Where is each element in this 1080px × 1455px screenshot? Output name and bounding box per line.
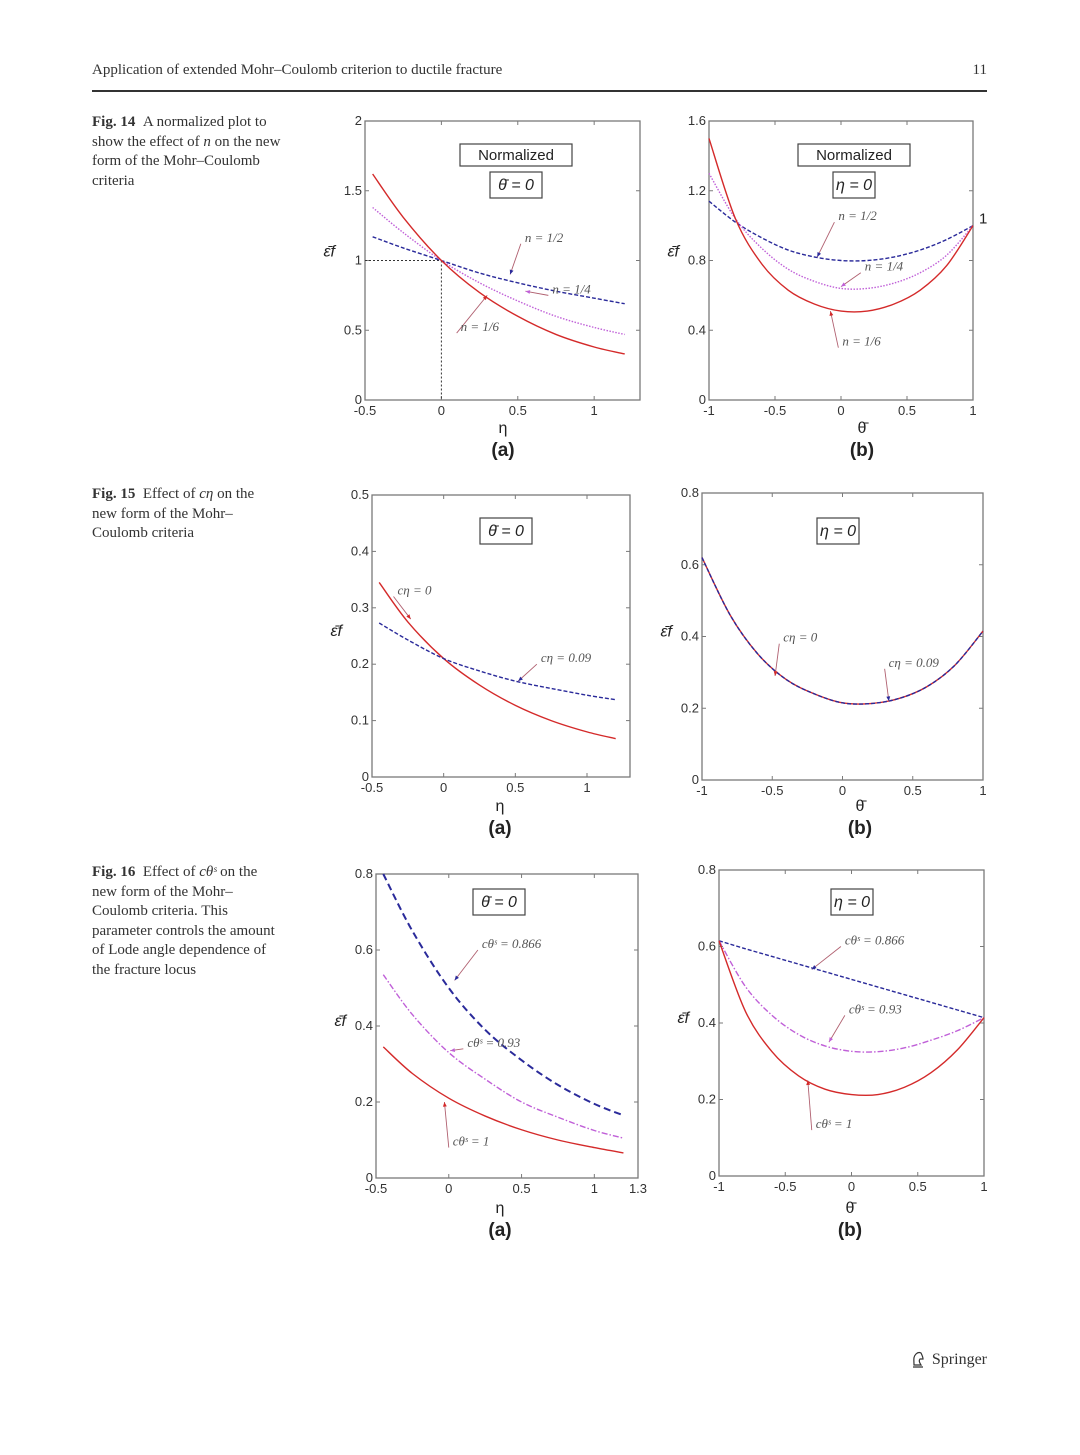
annotation-label: cθˢ = 0.93 <box>467 1034 521 1050</box>
x-tick-label: -0.5 <box>763 403 787 418</box>
x-tick-label: 1 <box>969 403 977 418</box>
y-tick-label: 2 <box>354 113 362 128</box>
x-axis-label: θ̄ <box>855 798 865 815</box>
panel-label: (b) <box>837 1220 863 1241</box>
y-tick-label: 1.2 <box>687 182 706 198</box>
x-tick-label: 1 <box>590 403 598 418</box>
y-tick-label: 0 <box>365 1170 373 1185</box>
annotation-label: n = 1/6 <box>842 333 881 349</box>
annotation-label: cη = 0 <box>783 629 818 645</box>
y-tick-label: 0.4 <box>354 1018 373 1033</box>
x-tick-label: 0 <box>440 780 448 795</box>
x-tick-label: -0.5 <box>364 1181 388 1196</box>
y-tick-label: 0 <box>698 392 706 407</box>
x-tick-label: -0.5 <box>353 403 377 418</box>
page-number: 11 <box>972 62 987 78</box>
normalized-label: Normalized <box>816 147 892 164</box>
y-tick-label: 0.6 <box>697 938 716 954</box>
caption-label: Fig. 16 <box>92 864 136 880</box>
y-tick-label: 1 <box>354 252 362 268</box>
y-tick-label: 1.5 <box>343 182 362 198</box>
annotation-label: cη = 0 <box>397 582 432 598</box>
x-axis-label: η <box>495 1200 505 1217</box>
caption-text: A normalized plot to show the effect of <box>92 114 267 150</box>
y-axis-label: ε̄f <box>667 243 679 261</box>
y-tick-label: 0.4 <box>697 1015 716 1030</box>
y-tick-label: 0.5 <box>343 322 362 338</box>
y-axis-label: ε̄f <box>660 623 672 641</box>
annotation-label: cθˢ = 0.866 <box>481 936 542 951</box>
y-tick-label: 0.4 <box>680 628 699 644</box>
annotation-label: n = 1/6 <box>460 319 500 335</box>
panel-label: (a) <box>491 440 515 461</box>
caption-label: Fig. 14 <box>92 114 136 130</box>
panel-label: (a) <box>488 1220 512 1241</box>
caption-symbol: n <box>203 133 211 150</box>
y-tick-label: 0.4 <box>350 543 369 559</box>
x-tick-label: 1 <box>583 780 591 795</box>
y-axis-label: ε̄f <box>330 623 342 640</box>
chart-fig15a <box>331 487 630 839</box>
x-tick-label: 0.5 <box>897 403 917 418</box>
x-tick-label: 1 <box>590 1181 598 1196</box>
y-tick-label: 0.1 <box>350 712 369 728</box>
chart-fig14a <box>324 113 640 461</box>
x-axis-label: θ̄ <box>845 1200 855 1217</box>
y-axis-label: ε̄f <box>677 1010 689 1027</box>
y-tick-label: 0.8 <box>354 866 373 881</box>
y-tick-label: 0 <box>708 1168 716 1183</box>
x-tick-label: -1 <box>703 403 715 418</box>
running-head-title: Application of extended Mohr–Coulomb criterion to ductile fracture <box>92 62 503 78</box>
annotation-label: n = 1/4 <box>552 281 591 297</box>
condition-label: θ̄ = 0 <box>498 177 534 194</box>
x-tick-label: 1.3 <box>628 1181 648 1196</box>
x-tick-label: 0 <box>847 1179 856 1194</box>
caption-text: on the new form of the Mohr–Coulomb criteria <box>92 486 255 542</box>
x-tick-label: 0 <box>838 783 847 798</box>
panel-label: (b) <box>849 440 875 461</box>
footer <box>908 1350 987 1370</box>
panel-label: (a) <box>488 818 512 839</box>
x-tick-label: 0.5 <box>506 780 525 795</box>
x-tick-label: 0.5 <box>908 1179 927 1194</box>
publisher-name: Springer <box>931 1351 987 1368</box>
x-tick-label: 1 <box>979 783 987 798</box>
caption-text: Effect of <box>142 864 200 880</box>
y-tick-label: 0.6 <box>354 942 373 957</box>
y-axis-label: ε̄f <box>323 243 335 261</box>
annotation-label: cθˢ = 0.866 <box>844 932 905 948</box>
condition-label: θ̄ = 0 <box>481 894 517 911</box>
condition-label: η = 0 <box>819 523 857 540</box>
y-tick-label: 0 <box>361 769 369 784</box>
x-tick-label: 0.5 <box>508 403 527 418</box>
annotation-label: cη = 0.09 <box>540 650 592 666</box>
x-tick-label: -1 <box>696 783 708 798</box>
caption-symbol: cη <box>199 486 214 502</box>
annotation-label: n = 1/2 <box>524 229 564 245</box>
x-axis-label: θ̄ <box>857 420 867 437</box>
condition-label: η = 0 <box>835 177 873 194</box>
x-tick-label: 0 <box>437 403 446 418</box>
caption-text: Effect of <box>142 486 200 502</box>
x-tick-label: -0.5 <box>774 1179 797 1194</box>
x-axis-label: η <box>495 798 505 815</box>
chart-fig15b <box>661 485 987 839</box>
y-tick-label: 0.8 <box>687 252 706 268</box>
y-tick-label: 0.8 <box>697 862 716 877</box>
y-tick-label: 0.5 <box>350 487 369 502</box>
caption-text: on the new form of the Mohr–Coulomb criteria. This parameter controls the amount of Lode angle dependence of the fracture locus <box>92 864 275 978</box>
condition-label: θ̄ = 0 <box>488 523 524 540</box>
panel-label: (b) <box>847 818 873 839</box>
x-tick-label: -0.5 <box>761 783 784 798</box>
y-tick-label: 0.6 <box>680 556 699 572</box>
annotation-label: cη = 0.09 <box>888 654 939 670</box>
x-tick-label: 0 <box>445 1181 453 1196</box>
caption-label: Fig. 15 <box>92 486 136 502</box>
annotation-label: cθˢ = 0.93 <box>848 1001 902 1017</box>
x-tick-label: 0 <box>837 403 845 418</box>
annotation-label: cθˢ = 1 <box>452 1133 490 1149</box>
caption-text: on the new form of the Mohr–Coulomb criteria <box>92 133 281 189</box>
x-tick-label: -1 <box>713 1179 725 1194</box>
y-tick-label: 0.2 <box>354 1094 373 1109</box>
springer-horse-icon <box>908 1350 928 1370</box>
chart-fig14b <box>668 113 988 461</box>
condition-label: η = 0 <box>833 894 871 911</box>
annotation-label: n = 1/4 <box>864 258 904 274</box>
x-axis-label: η <box>498 420 508 437</box>
chart-fig16b <box>678 862 988 1241</box>
y-tick-label: 0.3 <box>350 599 369 615</box>
normalized-label: Normalized <box>478 147 554 164</box>
x-tick-label: 0.5 <box>903 783 922 798</box>
y-tick-label: 0 <box>691 772 699 787</box>
x-tick-label: 1 <box>980 1179 988 1194</box>
y-tick-label: 0 <box>354 392 362 407</box>
y-tick-label: 1.6 <box>687 113 706 128</box>
y-tick-label: 0.8 <box>680 485 699 500</box>
annotation-label: n = 1/2 <box>838 208 877 224</box>
y-tick-label: 0.2 <box>697 1091 716 1107</box>
y-axis-label: ε̄f <box>334 1013 346 1030</box>
y-tick-label: 0.2 <box>680 700 699 716</box>
x-tick-label: 0.5 <box>512 1181 531 1196</box>
chart-fig16a <box>335 866 648 1241</box>
annotation-label: cθˢ = 1 <box>815 1116 853 1132</box>
y-tick-label: 0.2 <box>350 656 369 672</box>
y-tick-label: 0.4 <box>687 322 706 338</box>
caption-symbol: cθˢ <box>199 864 217 880</box>
x-tick-label: -0.5 <box>360 780 384 795</box>
side-label: 1 <box>979 210 988 228</box>
